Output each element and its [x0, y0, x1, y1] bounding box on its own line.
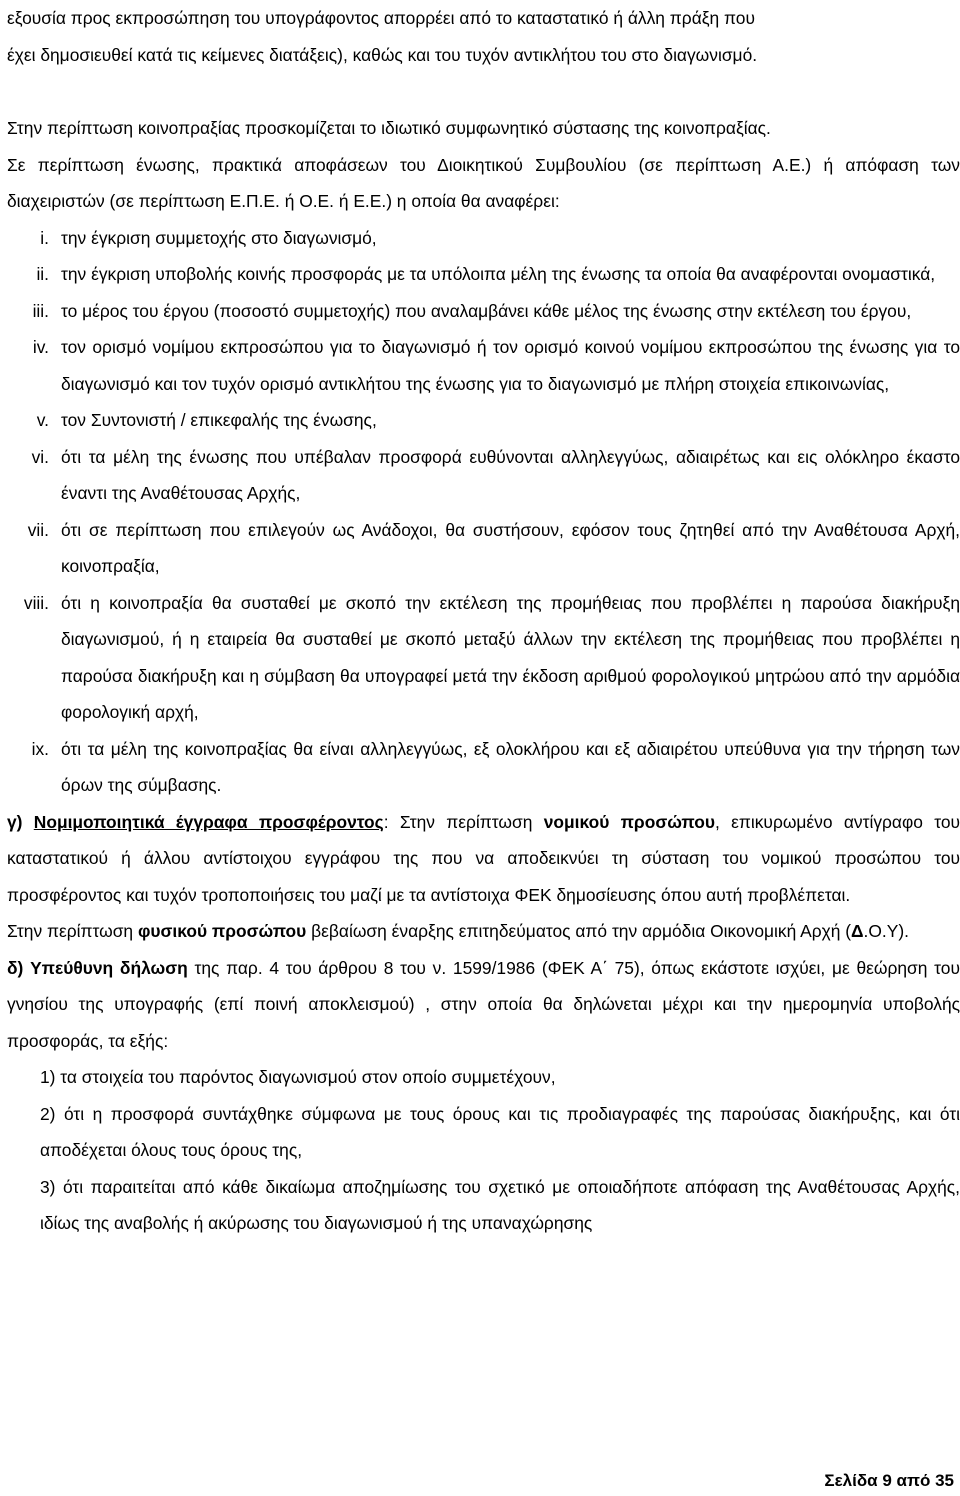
list-item-number: vi. [31, 446, 49, 467]
section-d-paragraph [7, 950, 960, 1060]
list-item-text: τον ορισμό νομίμου εκπροσώπου για το διαγωνισμό ή τον ορισμό κοινού νομίμου εκπροσώπου της ένωσης για το διαγωνισμό και τον τυχόν ορισμό αντικλήτου της ένωσης για το διαγωνισμό με πλήρη στοιχεία επικοινωνίας, [61, 337, 960, 394]
list-item-number: i. [40, 227, 49, 248]
section-g-title: Νομιμοποιητικά έγγραφα προσφέροντος [33, 811, 384, 832]
section-d-label: δ) [7, 957, 24, 978]
natural-person-paragraph [7, 913, 960, 950]
list-item-number: viii. [23, 592, 49, 613]
list-item-text: το μέρος του έργου (ποσοστό συμμετοχής) που αναλαμβάνει κάθε μέλος της ένωσης στην εκτέλεση του έργου, [61, 300, 912, 321]
list-item-number: ii. [36, 264, 49, 284]
list-item [7, 293, 960, 330]
natural-person-end: .Ο.Υ). [863, 921, 909, 941]
declaration-item-1: 1) τα στοιχεία του παρόντος διαγωνισμού στον οποίο συμμετέχουν, [40, 1067, 556, 1087]
document-page [7, 0, 960, 1242]
list-item [7, 329, 960, 402]
list-item-number: vii. [27, 519, 49, 540]
page-number-footer: Σελίδα 9 από 35 [824, 1471, 954, 1490]
list-item-text: ότι τα μέλη της ένωσης που υπέβαλαν προσφορά ευθύνονται αλληλεγγύως, αδιαιρέτως και εις ολόκληρο έκαστο έναντι της Αναθέτουσας Αρχής, [61, 446, 960, 503]
declaration-item-3: 3) ότι παραιτείται από κάθε δικαίωμα αποζημίωσης του σχετικό με οποιαδήποτε απόφαση της Αναθέτουσας Αρχής, ιδίως της αναβολής ή ακύρωσης του διαγωνισμού ή της υπαναχώρησης [40, 1176, 960, 1233]
list-item [7, 439, 960, 512]
list-item-text: ότι η κοινοπραξία θα συσταθεί με σκοπό την εκτέλεση της προμήθειας που προβλέπει η παρούσα διακήρυξη διαγωνισμού, ή η εταιρεία θα συσταθεί με σκοπό μεταξύ άλλων την εκτέλεση της προμήθειας που προβλέπει η παρούσα διακήρυξη και η σύμβαση θα υπογραφεί μετά την έκδοση αριθμού φορολογικού μητρώου από την αρμόδια φορολογική αρχή, [61, 592, 960, 722]
intro-line-1: εξουσία προς εκπροσώπηση του υπογράφοντος απορρέει από το καταστατικό ή άλλη πράξη που [7, 8, 755, 28]
section-g-intro: : Στην περίπτωση [383, 811, 544, 832]
consortium-paragraph-2: Σε περίπτωση ένωσης, πρακτικά αποφάσεων του Διοικητικού Συμβουλίου (σε περίπτωση Α.Ε.) ή απόφαση των διαχειριστών (σε περίπτωση Ε.Π.Ε. ή Ο.Ε. ή Ε.Ε.) η οποία θα αναφέρει: [7, 154, 960, 211]
section-d-title: Υπεύθυνη δήλωση [30, 957, 188, 978]
list-item-number: v. [36, 410, 49, 430]
list-item-number: ix. [31, 738, 49, 759]
list-item [7, 731, 960, 804]
section-g-label: γ) [7, 811, 23, 832]
natural-person-body: βεβαίωση έναρξης επιτηδεύματος από την αρμόδια Οικονομική Αρχή ( [306, 921, 852, 941]
union-requirements-list [7, 220, 960, 804]
declaration-item-2: 2) ότι η προσφορά συντάχθηκε σύμφωνα με τους όρους και τις προδιαγραφές της παρούσας διακήρυξης, και ότι αποδέχεται όλους τους όρους της, [40, 1103, 960, 1160]
list-item-text: την έγκριση υποβολής κοινής προσφοράς με τα υπόλοιπα μέλη της ένωσης τα οποία θα αναφέρονται ονομαστικά, [61, 264, 936, 284]
consortium-paragraph-1: Στην περίπτωση κοινοπραξίας προσκομίζεται το ιδιωτικό συμφωνητικό σύστασης της κοινοπραξίας. [7, 118, 771, 138]
intro-line-2: έχει δημοσιευθεί κατά τις κείμενες διατάξεις), καθώς και του τυχόν αντικλήτου του στο διαγωνισμό. [7, 44, 758, 65]
list-item [7, 512, 960, 585]
natural-person-term: φυσικού προσώπου [137, 921, 307, 941]
section-g-body: , επικυρωμένο αντίγραφο του καταστατικού ή άλλου αντίστοιχου εγγράφου της που να αποδεικνύει τη σύσταση του νομικού προσώπου του προσφέροντος και τυχόν τροποποιήσεις του μαζί με τα αντίστοιχα ΦΕΚ δημοσίευσης όπου αυτή προβλέπεται. [7, 811, 960, 905]
list-item [7, 402, 960, 439]
list-item [7, 256, 960, 293]
list-item-text: ότι σε περίπτωση που επιλεγούν ως Ανάδοχοι, θα συστήσουν, εφόσον τους ζητηθεί από την Αναθέτουσα Αρχή, κοινοπραξία, [61, 519, 960, 576]
list-item-text: ότι τα μέλη της κοινοπραξίας θα είναι αλληλεγγύως, εξ ολοκλήρου και εξ αδιαιρέτου υπεύθυνα για την τήρηση των όρων της σύμβασης. [61, 738, 960, 795]
list-item [7, 585, 960, 731]
legal-person-term: νομικού προσώπου [543, 811, 715, 832]
list-item-number: iii. [32, 300, 49, 321]
natural-person-intro: Στην περίπτωση [7, 921, 138, 941]
section-d-body: της παρ. 4 του άρθρου 8 του ν. 1599/1986 (ΦΕΚ Α΄ 75), όπως εκάστοτε ισχύει, με θεώρηση του γνησίου της υπογραφής (επί ποινή αποκλεισμού) , στην οποία θα δηλώνεται μέχρι και την ημερομηνία υποβολής προσφοράς, τα εξής: [7, 957, 960, 1051]
list-item-text: τον Συντονιστή / επικεφαλής της ένωσης, [61, 410, 377, 430]
intro-paragraph [7, 0, 960, 73]
list-item-number: iv. [32, 337, 49, 357]
list-item [7, 220, 960, 257]
doy-abbreviation-initial: Δ [851, 921, 864, 941]
section-g-paragraph [7, 804, 960, 914]
paragraph-gap [7, 73, 960, 110]
list-item-text: την έγκριση συμμετοχής στο διαγωνισμό, [61, 227, 377, 248]
